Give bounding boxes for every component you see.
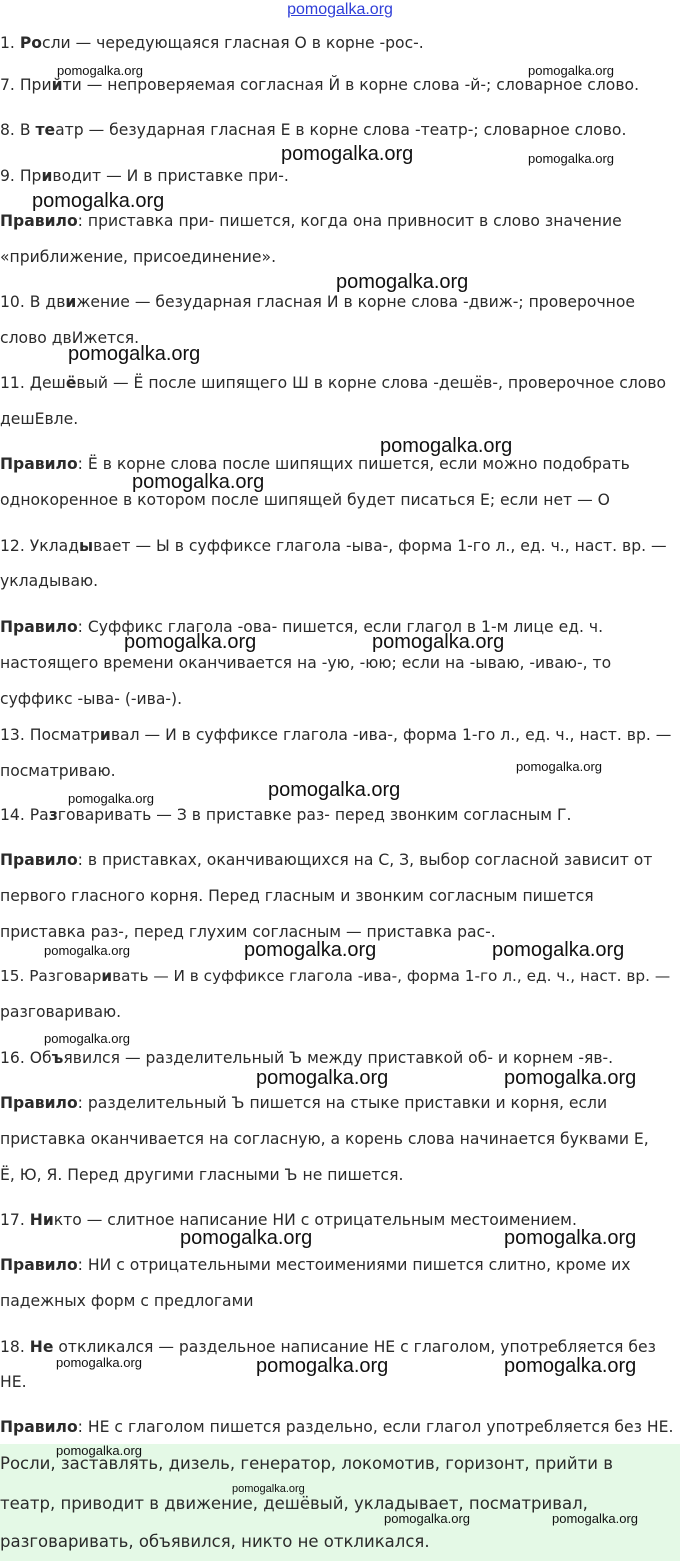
rule-11-line-1: Правило: Ё в корне слова после шипящих пишется, если можно подобрать	[0, 455, 630, 473]
rule-17-line-1: Правило: НИ с отрицательными местоимениями пишется слитно, кроме их	[0, 1256, 631, 1274]
item-16: 16. Объявился — разделительный Ъ между приставкой об- и корнем -яв-.	[0, 1049, 614, 1067]
watermark: pomogalka.org	[244, 939, 377, 961]
rule-16-line-2: приставка оканчивается на согласную, а корень слова начинается буквами Е,	[0, 1130, 649, 1148]
watermark: pomogalka.org	[232, 1483, 305, 1495]
watermark: pomogalka.org	[256, 1355, 389, 1377]
answer-box	[0, 1444, 680, 1561]
watermark: pomogalka.org	[256, 1067, 389, 1089]
rule-16-line-3: Ё, Ю, Я. Перед другими гласными Ъ не пишется.	[0, 1166, 404, 1184]
rule-12-line-3: суффикс -ыва- (-ива-).	[0, 690, 183, 708]
rule-9-line-2: «приближение, присоединение».	[0, 248, 277, 266]
watermark: pomogalka.org	[516, 759, 602, 774]
item-1: 1. Росли — чередующаяся гласная О в корне -рос-.	[0, 34, 424, 52]
watermark: pomogalka.org	[132, 471, 265, 493]
rule-16-line-1: Правило: разделительный Ъ пишется на стыке приставки и корня, если	[0, 1094, 608, 1112]
rule-14-line-2: первого гласного корня. Перед гласным и звонким согласным пишется	[0, 887, 594, 905]
watermark: pomogalka.org	[56, 1355, 142, 1370]
item-11-line-2: дешЕвле.	[0, 410, 79, 428]
item-13: 13. Посматривал — И в суффиксе глагола -ива-, форма 1-го л., ед. ч., наст. вр. —	[0, 726, 672, 744]
item-18-line-2: НЕ.	[0, 1373, 27, 1391]
watermark: pomogalka.org	[504, 1067, 637, 1089]
rule-17-line-2: падежных форм с предлогами	[0, 1292, 254, 1310]
item-11: 11. Дешёвый — Ё после шипящего Ш в корне слова -дешёв-, проверочное слово	[0, 374, 667, 392]
item-8: 8. В театр — безударная гласная Е в корне слова -театр-; словарное слово.	[0, 121, 627, 139]
watermark: pomogalka.org	[68, 343, 201, 365]
rule-9-line-1: Правило: приставка при- пишется, когда она привносит в слово значение	[0, 212, 622, 230]
site-header-link[interactable]: pomogalka.org	[287, 1, 393, 18]
watermark: pomogalka.org	[492, 939, 625, 961]
item-12: 12. Укладывает — Ы в суффиксе глагола -ыва-, форма 1-го л., ед. ч., наст. вр. —	[0, 537, 667, 555]
rule-14-line-1: Правило: в приставках, оканчивающихся на С, З, выбор согласной зависит от	[0, 851, 653, 869]
watermark: pomogalka.org	[124, 631, 257, 653]
answer-line-3: разговаривать, объявился, никто не откликался.	[0, 1532, 430, 1551]
rule-12-line-2: настоящего времени оканчивается на -ую, -юю; если на -ываю, -иваю-, то	[0, 654, 612, 672]
item-7: 7. Прийти — непроверяемая согласная Й в корне слова -й-; словарное слово.	[0, 76, 640, 94]
item-10-line-2: слово двИжется.	[0, 329, 140, 347]
item-17: 17. Никто — слитное написание НИ с отрицательным местоимением.	[0, 1211, 577, 1229]
item-18: 18. Не откликался — раздельное написание НЕ с глаголом, употребляется без	[0, 1338, 656, 1356]
item-9: 9. Приводит — И в приставке при-.	[0, 167, 289, 185]
item-15: 15. Разговаривать — И в суффиксе глагола -ива-, форма 1-го л., ед. ч., наст. вр. —	[0, 967, 671, 985]
watermark: pomogalka.org	[504, 1227, 637, 1249]
watermark: pomogalka.org	[372, 631, 505, 653]
rule-18-line-1: Правило: НЕ с глаголом пишется раздельно, если глагол употребляется без НЕ.	[0, 1418, 674, 1436]
watermark: pomogalka.org	[180, 1227, 313, 1249]
watermark: pomogalka.org	[57, 63, 143, 78]
item-13-line-2: посматриваю.	[0, 762, 116, 780]
rule-12-line-1: Правило: Суффикс глагола -ова- пишется, если глагол в 1-м лице ед. ч.	[0, 618, 604, 636]
watermark: pomogalka.org	[44, 943, 130, 958]
answer-line-1: Росли, заставлять, дизель, генератор, локомотив, горизонт, прийти в	[0, 1454, 613, 1473]
watermark: pomogalka.org	[56, 1443, 142, 1458]
watermark: pomogalka.org	[32, 190, 165, 212]
watermark: pomogalka.org	[336, 271, 469, 293]
watermark: pomogalka.org	[380, 435, 513, 457]
watermark: pomogalka.org	[528, 151, 614, 166]
watermark: pomogalka.org	[552, 1511, 638, 1526]
watermark: pomogalka.org	[384, 1511, 470, 1526]
watermark: pomogalka.org	[44, 1031, 130, 1046]
item-10: 10. В движение — безударная гласная И в корне слова -движ-; проверочное	[0, 293, 636, 311]
item-12-line-2: укладываю.	[0, 572, 99, 590]
answer-line-2: театр, приводит в движение, дешёвый, укладывает, посматривал,	[0, 1494, 588, 1513]
watermark: pomogalka.org	[281, 143, 414, 165]
watermark: pomogalka.org	[528, 63, 614, 78]
watermark: pomogalka.org	[68, 791, 154, 806]
watermark: pomogalka.org	[504, 1355, 637, 1377]
watermark: pomogalka.org	[268, 779, 401, 801]
item-15-line-2: разговариваю.	[0, 1003, 122, 1021]
item-14: 14. Разговаривать — З в приставке раз- перед звонким согласным Г.	[0, 806, 572, 824]
rule-14-line-3: приставка раз-, перед глухим согласным — приставка рас-.	[0, 923, 496, 941]
rule-11-line-2: однокоренное в котором после шипящей будет писаться Е; если нет — О	[0, 491, 610, 509]
